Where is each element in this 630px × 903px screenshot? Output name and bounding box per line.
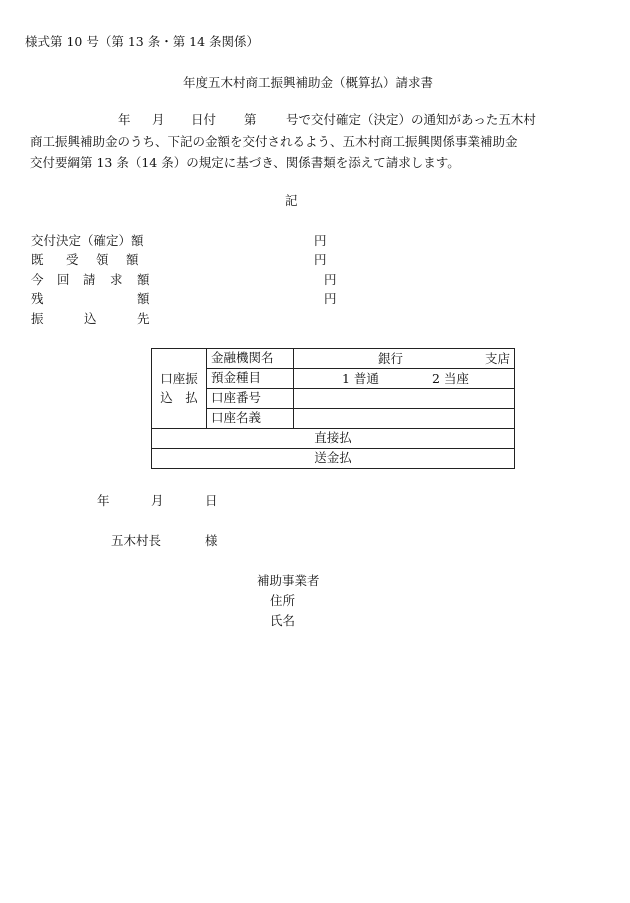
- label-char: 振: [31, 311, 44, 326]
- document-title: 年度五木村商工振興補助金（概算払）請求書: [183, 75, 434, 90]
- bank-suffix: 銀行: [378, 351, 404, 366]
- label-char: 額: [137, 272, 150, 287]
- financial-institution-label: 金融機関名: [207, 349, 294, 369]
- deposit-option-checking[interactable]: 2 当座: [432, 371, 469, 386]
- intro-line-1-rest: 号で交付確定（決定）の通知があった五木村: [286, 112, 536, 127]
- label-char: 領: [96, 252, 109, 267]
- deposit-option-ordinary[interactable]: 1 普通: [342, 371, 379, 386]
- form-number-label: 様式第 10 号（第 13 条・第 14 条関係）: [25, 34, 260, 49]
- label-char: 受: [66, 252, 79, 267]
- addressee-name: 五木村長: [111, 533, 162, 548]
- table-row: [152, 389, 515, 409]
- branch-suffix: 支店: [485, 351, 511, 366]
- table-row: [152, 409, 515, 429]
- yen-unit: 円: [314, 252, 327, 267]
- financial-institution-field[interactable]: [294, 349, 515, 369]
- date-year: 年: [97, 493, 110, 508]
- label-char: 込: [84, 311, 97, 326]
- applicant-label: 補助事業者: [257, 573, 320, 588]
- amount-label: 交付決定（確定）額: [31, 233, 144, 248]
- addressee-honorific: 様: [205, 533, 218, 548]
- label-char: 先: [137, 311, 150, 326]
- account-transfer-label-line-2: 込 払: [160, 389, 198, 405]
- account-transfer-label: [152, 349, 207, 429]
- intro-number-prefix: 第: [244, 112, 257, 127]
- table-row: [152, 369, 515, 389]
- remittance-payment-option[interactable]: 送金払: [152, 449, 515, 469]
- label-char: 残: [31, 291, 44, 306]
- label-char: 既: [31, 252, 44, 267]
- label-char: 回: [57, 272, 70, 287]
- label-char: 今: [31, 272, 44, 287]
- date-month: 月: [151, 493, 164, 508]
- intro-month: 月: [152, 112, 165, 127]
- intro-line-2: 商工振興補助金のうち、下記の金額を交付されるよう、五木村商工振興関係事業補助金: [30, 134, 518, 149]
- yen-unit: 円: [314, 233, 327, 248]
- applicant-name-label: 氏名: [270, 613, 296, 628]
- label-char: 額: [126, 252, 139, 267]
- account-number-label: 口座番号: [207, 389, 294, 409]
- table-row: [152, 349, 515, 369]
- yen-unit: 円: [324, 291, 337, 306]
- label-char: 額: [137, 291, 150, 306]
- intro-line-3: 交付要綱第 13 条（14 条）の規定に基づき、関係書類を添えて請求します。: [30, 155, 460, 170]
- account-number-field[interactable]: [294, 389, 515, 409]
- date-day: 日: [205, 493, 218, 508]
- intro-year: 年: [118, 112, 131, 127]
- ki-heading: 記: [285, 193, 298, 208]
- table-row: [152, 449, 515, 469]
- bank-transfer-table: [151, 348, 515, 469]
- direct-payment-option[interactable]: 直接払: [152, 429, 515, 449]
- deposit-type-label: 預金種目: [207, 369, 294, 389]
- label-char: 請: [83, 272, 96, 287]
- account-holder-label: 口座名義: [207, 409, 294, 429]
- label-char: 求: [110, 272, 123, 287]
- intro-day: 日付: [191, 112, 217, 127]
- applicant-address-label: 住所: [270, 593, 296, 608]
- table-row: [152, 429, 515, 449]
- account-transfer-label-line-1: 口座振: [160, 370, 198, 386]
- account-holder-field[interactable]: [294, 409, 515, 429]
- yen-unit: 円: [324, 272, 337, 287]
- deposit-type-field[interactable]: [294, 369, 515, 389]
